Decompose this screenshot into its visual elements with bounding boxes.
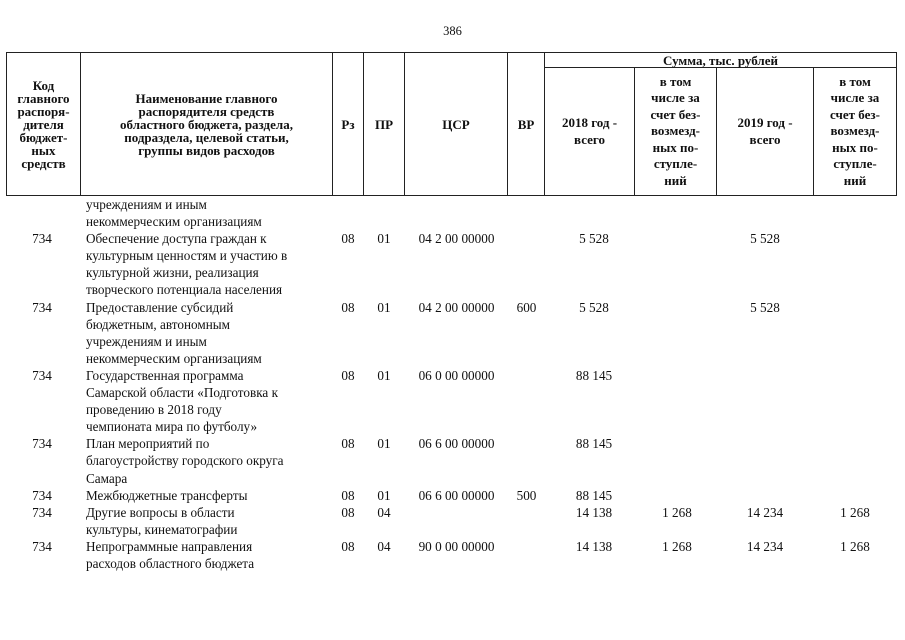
header-line: в том bbox=[659, 73, 692, 89]
header-line: средств bbox=[21, 155, 66, 171]
header-line: ных bbox=[31, 142, 56, 158]
header-line: в том bbox=[839, 73, 871, 89]
row-b2018: 1 268 bbox=[662, 538, 692, 554]
row-name-line: Самара bbox=[86, 470, 128, 486]
header-line: всего bbox=[574, 131, 605, 147]
row-name-line: некоммерческим организациям bbox=[86, 350, 262, 366]
table-header bbox=[6, 52, 897, 196]
row-name bbox=[86, 196, 331, 230]
row-vr: 500 bbox=[516, 487, 537, 503]
row-s2018: 5 528 bbox=[579, 231, 609, 247]
row-name bbox=[86, 230, 331, 298]
header-line: распоря- bbox=[17, 103, 70, 119]
row-name bbox=[86, 299, 331, 367]
row-s2018: 14 138 bbox=[575, 504, 613, 520]
row-name-line: благоустройству городского округа bbox=[86, 453, 284, 469]
header-line: ний bbox=[664, 172, 687, 188]
row-code: 734 bbox=[32, 367, 52, 383]
table-row bbox=[6, 367, 896, 435]
header-line: 2018 год - bbox=[561, 115, 618, 130]
row-s2018: 88 145 bbox=[575, 487, 613, 503]
row-name-line: творческого потенциала населения bbox=[86, 282, 283, 298]
header-line: ний bbox=[843, 172, 867, 188]
row-code: 734 bbox=[32, 487, 52, 503]
row-code: 734 bbox=[32, 538, 52, 554]
row-rz: 08 bbox=[341, 299, 355, 315]
row-name-line: Государственная программа bbox=[86, 367, 244, 383]
header-line: числе за bbox=[830, 90, 880, 106]
header-csr: ЦСР bbox=[405, 53, 508, 196]
row-vr: 600 bbox=[516, 299, 537, 315]
header-line: счет без- bbox=[650, 106, 701, 122]
header-line: 2019 год - bbox=[737, 115, 793, 130]
row-name-line: культурным ценностям и участию в bbox=[86, 248, 288, 264]
header-line: ступле- bbox=[653, 156, 698, 172]
row-pr: 01 bbox=[377, 367, 391, 383]
header-pr: ПР bbox=[364, 53, 405, 196]
row-name-line: бюджетным, автономным bbox=[86, 316, 230, 332]
row-name bbox=[86, 435, 331, 486]
row-b2019: 1 268 bbox=[840, 538, 870, 554]
row-name-line: культуры, кинематографии bbox=[86, 521, 238, 537]
row-name-line: Непрограммные направления bbox=[86, 538, 253, 554]
table-row bbox=[6, 538, 896, 572]
row-rz: 08 bbox=[341, 504, 355, 520]
row-code: 734 bbox=[32, 436, 52, 452]
header-line: счет без- bbox=[830, 106, 880, 122]
row-csr: 90 0 00 00000 bbox=[418, 538, 495, 554]
table-row bbox=[6, 435, 896, 486]
row-rz: 08 bbox=[341, 367, 355, 383]
header-line: возмезд- bbox=[830, 123, 880, 139]
row-name bbox=[86, 487, 331, 504]
row-name bbox=[86, 367, 331, 435]
header-line: ступле- bbox=[833, 156, 877, 172]
row-rz: 08 bbox=[341, 487, 355, 503]
row-name-line: расходов областного бюджета bbox=[86, 556, 255, 572]
header-line: областного бюджета, раздела, bbox=[120, 116, 293, 132]
header-line: всего bbox=[749, 131, 781, 147]
header-line: возмезд- bbox=[651, 123, 700, 139]
row-name-line: культурной жизни, реализация bbox=[86, 265, 259, 281]
row-s2019: 5 528 bbox=[750, 231, 780, 247]
row-code: 734 bbox=[32, 231, 52, 247]
header-rz: Рз bbox=[333, 53, 364, 196]
row-s2018: 88 145 bbox=[575, 367, 613, 383]
row-s2018: 14 138 bbox=[575, 538, 613, 554]
header-line: главного bbox=[17, 90, 70, 106]
row-csr: 06 6 00 00000 bbox=[418, 487, 495, 503]
row-s2019: 5 528 bbox=[750, 299, 780, 315]
header-line: распорядителя средств bbox=[138, 103, 275, 119]
header-line: ных по- bbox=[652, 139, 699, 155]
header-line: группы видов расходов bbox=[138, 142, 275, 158]
row-s2018: 5 528 bbox=[579, 299, 609, 315]
row-name-line: План мероприятий по bbox=[86, 436, 210, 452]
row-name-line: Предоставление субсидий bbox=[86, 299, 234, 315]
header-line: дителя bbox=[23, 116, 64, 132]
row-pr: 04 bbox=[377, 504, 391, 520]
row-b2019: 1 268 bbox=[840, 504, 870, 520]
header-sum-title: Сумма, тыс. рублей bbox=[545, 53, 897, 68]
row-name bbox=[86, 504, 331, 538]
header-line: ных по- bbox=[832, 139, 878, 155]
header-code bbox=[7, 53, 81, 196]
row-csr: 04 2 00 00000 bbox=[418, 231, 495, 247]
header-line: подраздела, целевой статьи, bbox=[124, 129, 289, 145]
row-name-line: учреждениям и иным bbox=[86, 197, 207, 212]
header-name bbox=[81, 53, 333, 196]
row-name-line: Другие вопросы в области bbox=[86, 504, 235, 520]
row-pr: 01 bbox=[377, 231, 391, 247]
row-name-line: Самарской области «Подготовка к bbox=[86, 385, 278, 401]
table-row bbox=[6, 230, 896, 298]
row-name-line: некоммерческим организациям bbox=[86, 214, 262, 230]
header-2019-total bbox=[717, 68, 814, 196]
row-b2018: 1 268 bbox=[662, 504, 692, 520]
row-pr: 01 bbox=[377, 487, 391, 503]
row-csr: 06 0 00 00000 bbox=[418, 367, 495, 383]
header-line: бюджет- bbox=[19, 129, 68, 145]
table-body bbox=[6, 196, 896, 572]
row-rz: 08 bbox=[341, 436, 355, 452]
header-2019-incl bbox=[814, 68, 897, 196]
row-s2019: 14 234 bbox=[746, 538, 784, 554]
row-rz: 08 bbox=[341, 231, 355, 247]
header-2018-incl bbox=[635, 68, 717, 196]
row-s2018: 88 145 bbox=[575, 436, 613, 452]
row-csr: 06 6 00 00000 bbox=[418, 436, 495, 452]
row-code: 734 bbox=[32, 504, 52, 520]
header-line: числе за bbox=[651, 90, 700, 106]
row-name-line: учреждениям и иным bbox=[86, 333, 207, 349]
header-line: Наименование главного bbox=[135, 90, 278, 106]
page-number: 386 bbox=[443, 24, 462, 38]
header-2018-total bbox=[545, 68, 635, 196]
row-name-line: чемпионата мира по футболу» bbox=[86, 419, 258, 435]
header-line: Код bbox=[32, 77, 55, 93]
row-name-line: Межбюджетные трансферты bbox=[86, 487, 248, 503]
row-code: 734 bbox=[32, 299, 52, 315]
table-row bbox=[6, 196, 896, 230]
row-pr: 04 bbox=[377, 538, 391, 554]
row-pr: 01 bbox=[377, 299, 391, 315]
row-s2019: 14 234 bbox=[746, 504, 784, 520]
header-vr: ВР bbox=[508, 53, 545, 196]
row-name bbox=[86, 538, 331, 572]
table-row bbox=[6, 299, 896, 367]
row-rz: 08 bbox=[341, 538, 355, 554]
row-name-line: проведению в 2018 году bbox=[86, 402, 222, 418]
row-csr: 04 2 00 00000 bbox=[418, 299, 495, 315]
row-pr: 01 bbox=[377, 436, 391, 452]
row-name-line: Обеспечение доступа граждан к bbox=[86, 231, 267, 247]
table-row bbox=[6, 487, 896, 504]
table-row bbox=[6, 504, 896, 538]
